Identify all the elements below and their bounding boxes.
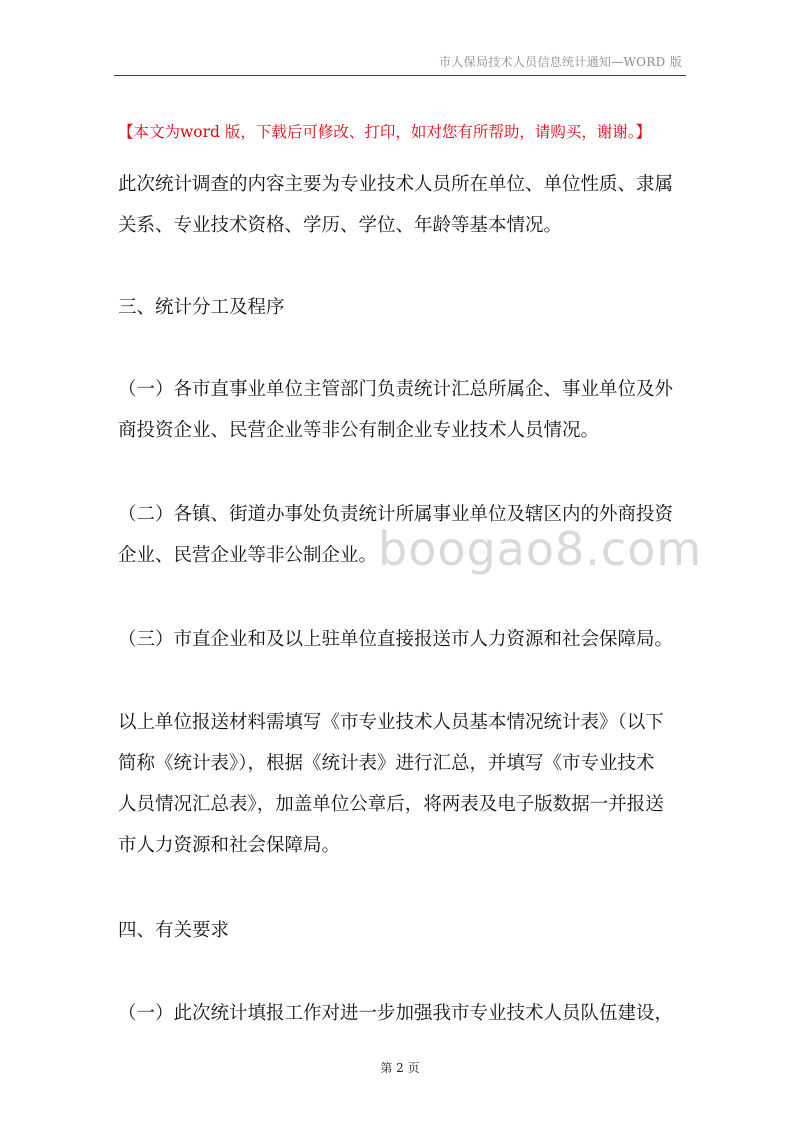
text-line: （二）各镇、街道办事处负责统计所属事业单位及辖区内的外商投资: [118, 504, 674, 525]
text-line: 四、有关要求: [118, 920, 230, 941]
text-line: 此次统计调查的内容主要为专业技术人员所在单位、单位性质、隶属: [118, 174, 674, 195]
text-line: （三）市直企业和及以上驻单位直接报送市人力资源和社会保障局。: [118, 629, 674, 650]
section-heading-requirements: [118, 910, 688, 951]
header-divider: [114, 75, 686, 76]
page-number: 第 2 页: [380, 1061, 420, 1075]
paragraph-survey-content: [118, 164, 688, 246]
text-line: 人员情况汇总表》，加盖单位公章后，将两表及电子版数据一并报送: [118, 794, 664, 815]
text-line: 以上单位报送材料需填写《市专业技术人员基本情况统计表》（以下: [118, 712, 664, 733]
text-line: （一）各市直事业单位主管部门负责统计汇总所属企、事业单位及外: [118, 379, 674, 400]
watermark: boogao8.com: [378, 522, 703, 576]
text-line: 商投资企业、民营企业等非公有制企业专业技术人员情况。: [118, 420, 600, 441]
document-header-title: 市人保局技术人员信息统计通知—WORD 版: [439, 55, 682, 69]
text-line: 市人力资源和社会保障局。: [118, 835, 341, 856]
text-line: 企业、民营企业等非公制企业。: [118, 545, 378, 566]
paragraph-item-2: [118, 494, 688, 576]
text-line: 三、统计分工及程序: [118, 297, 285, 318]
paragraph-item-3: [118, 619, 688, 660]
text-line: 简称《统计表》），根据《统计表》进行汇总，并填写《市专业技术: [118, 753, 655, 774]
paragraph-requirement-1: [118, 993, 688, 1034]
paragraph-submission: [118, 702, 688, 866]
download-notice: 【本文为word 版，下载后可修改、打印，如对您有所帮助，请购买，谢谢。】: [118, 123, 652, 141]
text-line: （一）此次统计填报工作对进一步加强我市专业技术人员队伍建设，: [118, 1003, 674, 1024]
paragraph-item-1: [118, 369, 688, 451]
text-line: 关系、专业技术资格、学历、学位、年龄等基本情况。: [118, 215, 563, 236]
section-heading-division: [118, 287, 688, 328]
